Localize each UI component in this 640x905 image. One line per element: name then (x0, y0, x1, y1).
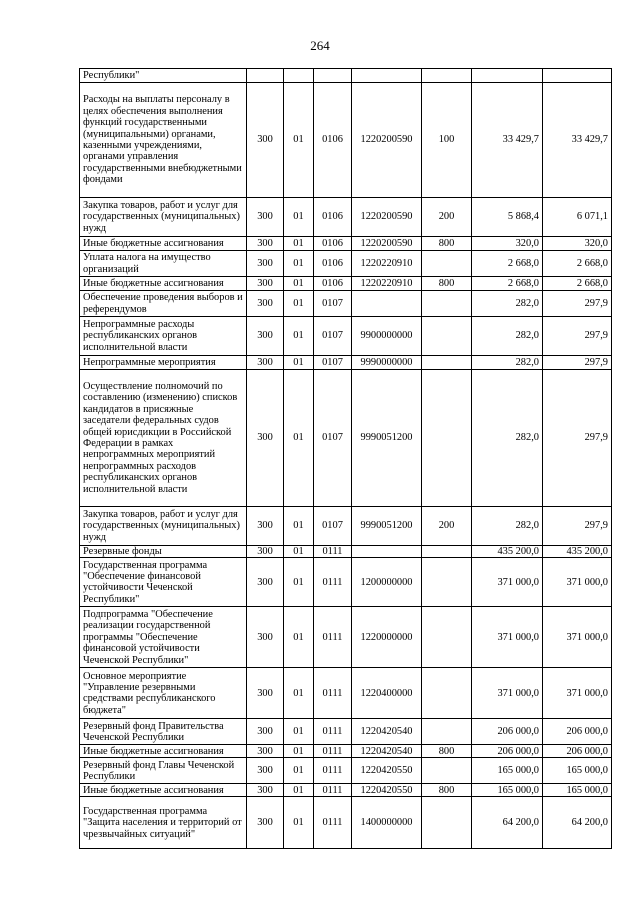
expense-type-code (422, 69, 472, 83)
target-article-code: 1220200590 (352, 83, 422, 198)
section-code: 01 (284, 797, 314, 849)
subsection-code: 0111 (314, 607, 352, 668)
subsection-code: 0107 (314, 356, 352, 370)
expense-type-code (422, 719, 472, 745)
expense-type-code: 200 (422, 198, 472, 237)
amount-year-2: 2 668,0 (543, 277, 612, 291)
target-article-code: 1220400000 (352, 668, 422, 719)
subsection-code: 0107 (314, 370, 352, 507)
section-code: 01 (284, 277, 314, 291)
target-article-code: 1220220910 (352, 277, 422, 291)
section-code: 01 (284, 758, 314, 784)
amount-year-1: 2 668,0 (472, 277, 543, 291)
amount-year-1: 206 000,0 (472, 745, 543, 758)
amount-year-1: 165 000,0 (472, 784, 543, 797)
subsection-code: 0106 (314, 83, 352, 198)
section-code: 01 (284, 607, 314, 668)
section-code (284, 69, 314, 83)
department-code: 300 (247, 758, 284, 784)
section-code: 01 (284, 507, 314, 546)
amount-year-2: 206 000,0 (543, 745, 612, 758)
row-name: Обеспечение проведения выборов и референдумов (80, 291, 247, 317)
budget-table (79, 68, 612, 849)
expense-type-code: 200 (422, 507, 472, 546)
expense-type-code (422, 668, 472, 719)
section-code: 01 (284, 370, 314, 507)
amount-year-2: 435 200,0 (543, 546, 612, 558)
department-code: 300 (247, 83, 284, 198)
amount-year-2: 297,9 (543, 356, 612, 370)
amount-year-1: 282,0 (472, 291, 543, 317)
table-row (80, 317, 612, 356)
target-article-code: 1220220910 (352, 251, 422, 277)
table-row (80, 745, 612, 758)
expense-type-code: 800 (422, 745, 472, 758)
target-article-code: 1220200590 (352, 198, 422, 237)
table-row (80, 291, 612, 317)
table-row (80, 607, 612, 668)
table-row (80, 198, 612, 237)
expense-type-code (422, 546, 472, 558)
section-code: 01 (284, 317, 314, 356)
subsection-code: 0111 (314, 668, 352, 719)
table-row (80, 668, 612, 719)
expense-type-code: 800 (422, 277, 472, 291)
department-code: 300 (247, 546, 284, 558)
department-code: 300 (247, 507, 284, 546)
department-code: 300 (247, 719, 284, 745)
department-code: 300 (247, 784, 284, 797)
department-code: 300 (247, 291, 284, 317)
target-article-code: 1220420540 (352, 745, 422, 758)
subsection-code (314, 69, 352, 83)
amount-year-2: 165 000,0 (543, 784, 612, 797)
row-name: Государственная программа "Защита населения и территорий от чрезвычайных ситуаций" (80, 797, 247, 849)
table-row (80, 784, 612, 797)
amount-year-1: 165 000,0 (472, 758, 543, 784)
amount-year-2: 371 000,0 (543, 668, 612, 719)
target-article-code: 1220000000 (352, 607, 422, 668)
expense-type-code (422, 356, 472, 370)
expense-type-code (422, 797, 472, 849)
department-code (247, 69, 284, 83)
section-code: 01 (284, 719, 314, 745)
row-name: Иные бюджетные ассигнования (80, 784, 247, 797)
department-code: 300 (247, 558, 284, 607)
amount-year-2: 371 000,0 (543, 607, 612, 668)
section-code: 01 (284, 745, 314, 758)
table-row (80, 356, 612, 370)
expense-type-code (422, 251, 472, 277)
page-number: 264 (310, 38, 330, 53)
row-name: Подпрограмма "Обеспечение реализации государственной программы "Обеспечение финансовой устойчивости Чеченской Республики" (80, 607, 247, 668)
department-code: 300 (247, 198, 284, 237)
amount-year-1: 371 000,0 (472, 558, 543, 607)
amount-year-1: 33 429,7 (472, 83, 543, 198)
section-code: 01 (284, 291, 314, 317)
department-code: 300 (247, 317, 284, 356)
amount-year-1: 282,0 (472, 370, 543, 507)
subsection-code: 0106 (314, 237, 352, 251)
row-name: Расходы на выплаты персоналу в целях обеспечения выполнения функций государственными (муниципальными) органами, казенными учреждениями, органами управления государственными внебюджетными фондами (80, 83, 247, 198)
expense-type-code: 800 (422, 237, 472, 251)
row-name: Иные бюджетные ассигнования (80, 277, 247, 291)
amount-year-1 (472, 69, 543, 83)
row-name: Государственная программа "Обеспечение финансовой устойчивости Чеченской Республики" (80, 558, 247, 607)
row-name: Уплата налога на имущество организаций (80, 251, 247, 277)
target-article-code: 9900000000 (352, 317, 422, 356)
section-code: 01 (284, 668, 314, 719)
table-row (80, 237, 612, 251)
subsection-code: 0107 (314, 291, 352, 317)
row-name: Иные бюджетные ассигнования (80, 745, 247, 758)
table-row (80, 277, 612, 291)
department-code: 300 (247, 277, 284, 291)
row-name: Резервный фонд Главы Чеченской Республики (80, 758, 247, 784)
expense-type-code (422, 291, 472, 317)
target-article-code: 9990051200 (352, 370, 422, 507)
amount-year-2: 297,9 (543, 291, 612, 317)
expense-type-code (422, 317, 472, 356)
amount-year-2: 297,9 (543, 370, 612, 507)
row-name: Резервные фонды (80, 546, 247, 558)
table-row (80, 797, 612, 849)
row-name: Основное мероприятие "Управление резервными средствами республиканского бюджета" (80, 668, 247, 719)
department-code: 300 (247, 668, 284, 719)
table-row (80, 507, 612, 546)
section-code: 01 (284, 546, 314, 558)
expense-type-code: 100 (422, 83, 472, 198)
amount-year-2: 297,9 (543, 507, 612, 546)
department-code: 300 (247, 370, 284, 507)
table-row (80, 558, 612, 607)
row-name: Республики" (80, 69, 247, 83)
table-body (80, 69, 612, 849)
table-row (80, 83, 612, 198)
target-article-code: 1200000000 (352, 558, 422, 607)
expense-type-code (422, 558, 472, 607)
subsection-code: 0111 (314, 797, 352, 849)
target-article-code: 1220420550 (352, 784, 422, 797)
table-row (80, 546, 612, 558)
amount-year-2: 64 200,0 (543, 797, 612, 849)
department-code: 300 (247, 797, 284, 849)
row-name: Закупка товаров, работ и услуг для государственных (муниципальных) нужд (80, 507, 247, 546)
row-name: Закупка товаров, работ и услуг для государственных (муниципальных) нужд (80, 198, 247, 237)
table-row (80, 370, 612, 507)
section-code: 01 (284, 558, 314, 607)
amount-year-2 (543, 69, 612, 83)
expense-type-code: 800 (422, 784, 472, 797)
table-row (80, 251, 612, 277)
subsection-code: 0107 (314, 317, 352, 356)
amount-year-2: 206 000,0 (543, 719, 612, 745)
target-article-code: 1220420540 (352, 719, 422, 745)
subsection-code: 0106 (314, 198, 352, 237)
expense-type-code (422, 758, 472, 784)
section-code: 01 (284, 237, 314, 251)
amount-year-2: 2 668,0 (543, 251, 612, 277)
department-code: 300 (247, 356, 284, 370)
amount-year-2: 6 071,1 (543, 198, 612, 237)
subsection-code: 0111 (314, 546, 352, 558)
amount-year-1: 371 000,0 (472, 607, 543, 668)
department-code: 300 (247, 745, 284, 758)
amount-year-2: 371 000,0 (543, 558, 612, 607)
amount-year-1: 5 868,4 (472, 198, 543, 237)
subsection-code: 0111 (314, 758, 352, 784)
section-code: 01 (284, 198, 314, 237)
amount-year-2: 33 429,7 (543, 83, 612, 198)
row-name: Осуществление полномочий по составлению (изменению) списков кандидатов в присяжные заседатели федеральных судов общей юрисдикции в Российской Федерации в рамках непрограммных мероприятий непрограммных расходов республиканских органов исполнительной власти (80, 370, 247, 507)
subsection-code: 0111 (314, 558, 352, 607)
row-name: Резервный фонд Правительства Чеченской Республики (80, 719, 247, 745)
target-article-code: 9990000000 (352, 356, 422, 370)
target-article-code: 9990051200 (352, 507, 422, 546)
target-article-code: 1220420550 (352, 758, 422, 784)
subsection-code: 0111 (314, 745, 352, 758)
target-article-code: 1220200590 (352, 237, 422, 251)
subsection-code: 0106 (314, 251, 352, 277)
row-name: Иные бюджетные ассигнования (80, 237, 247, 251)
target-article-code (352, 546, 422, 558)
subsection-code: 0107 (314, 507, 352, 546)
department-code: 300 (247, 251, 284, 277)
amount-year-1: 206 000,0 (472, 719, 543, 745)
row-name: Непрограммные мероприятия (80, 356, 247, 370)
section-code: 01 (284, 251, 314, 277)
amount-year-2: 320,0 (543, 237, 612, 251)
table-row (80, 719, 612, 745)
table-row (80, 69, 612, 83)
row-name: Непрограммные расходы республиканских органов исполнительной власти (80, 317, 247, 356)
target-article-code (352, 291, 422, 317)
table-row (80, 758, 612, 784)
amount-year-1: 282,0 (472, 317, 543, 356)
subsection-code: 0111 (314, 719, 352, 745)
amount-year-2: 297,9 (543, 317, 612, 356)
amount-year-1: 320,0 (472, 237, 543, 251)
amount-year-1: 2 668,0 (472, 251, 543, 277)
subsection-code: 0111 (314, 784, 352, 797)
expense-type-code (422, 370, 472, 507)
amount-year-1: 64 200,0 (472, 797, 543, 849)
department-code: 300 (247, 237, 284, 251)
amount-year-1: 435 200,0 (472, 546, 543, 558)
subsection-code: 0106 (314, 277, 352, 291)
amount-year-1: 371 000,0 (472, 668, 543, 719)
target-article-code (352, 69, 422, 83)
target-article-code: 1400000000 (352, 797, 422, 849)
department-code: 300 (247, 607, 284, 668)
expense-type-code (422, 607, 472, 668)
amount-year-1: 282,0 (472, 507, 543, 546)
amount-year-1: 282,0 (472, 356, 543, 370)
section-code: 01 (284, 784, 314, 797)
section-code: 01 (284, 83, 314, 198)
section-code: 01 (284, 356, 314, 370)
amount-year-2: 165 000,0 (543, 758, 612, 784)
